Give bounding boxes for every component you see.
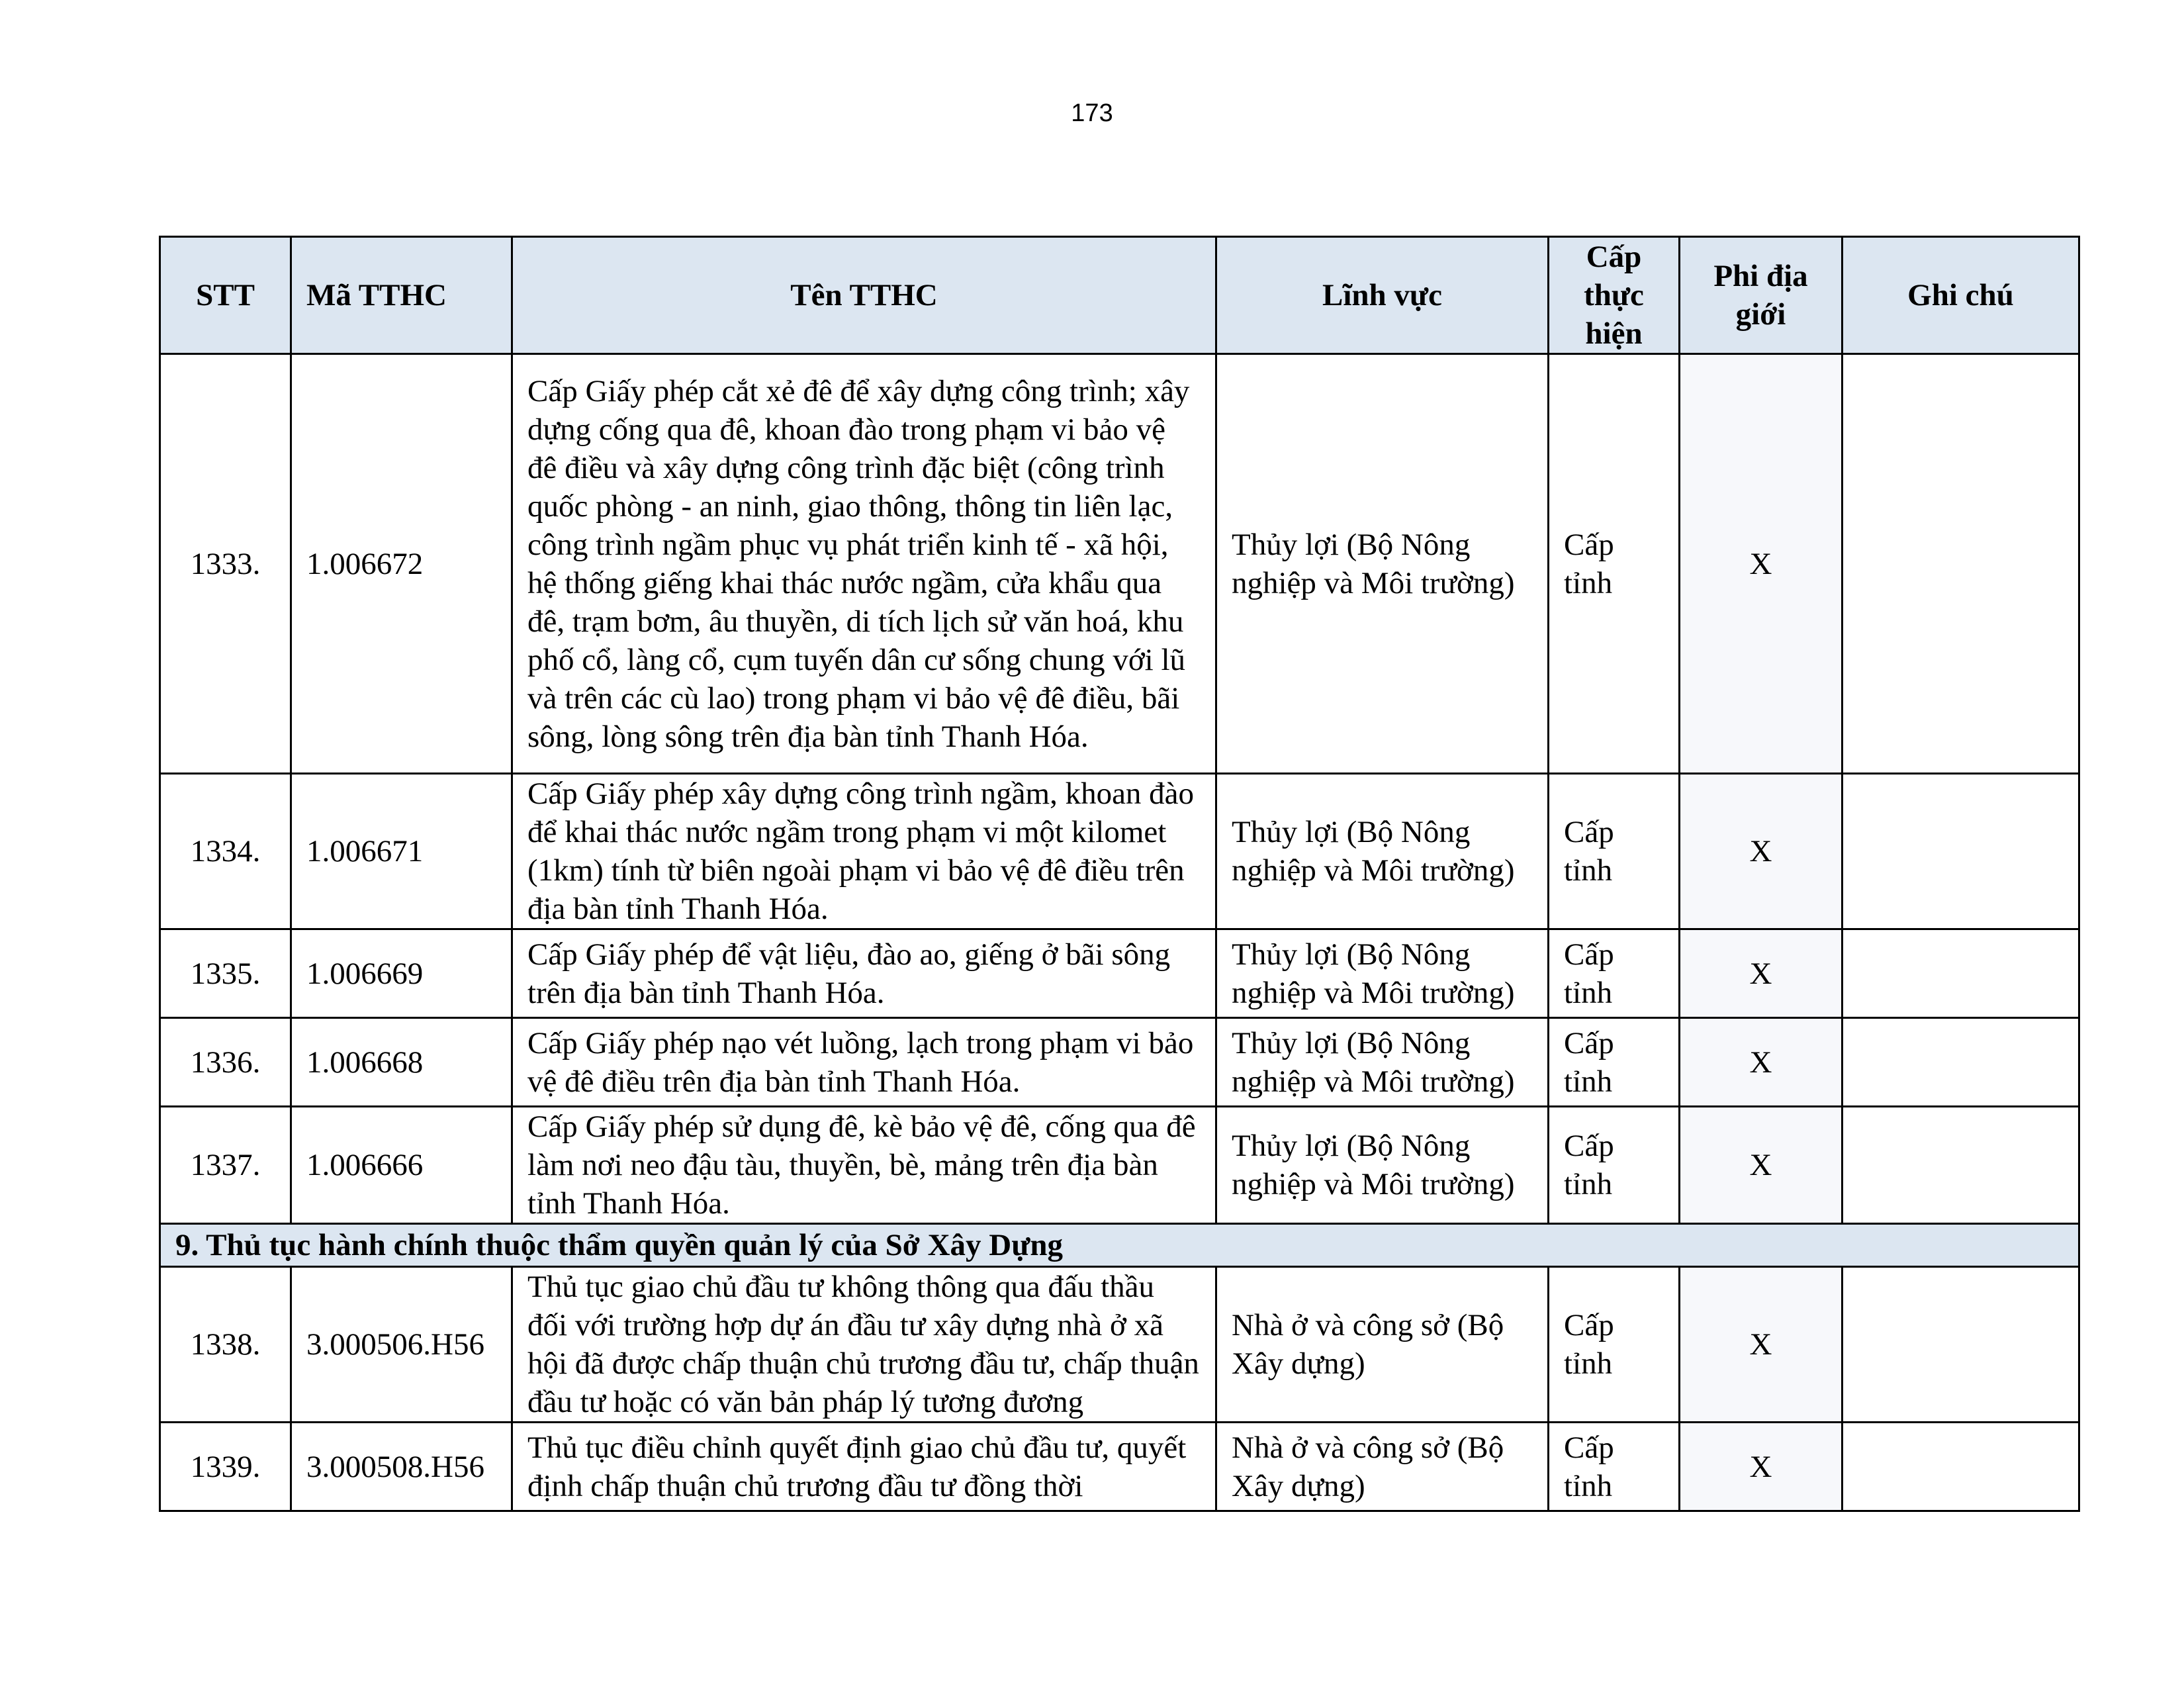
cell-phi-dia-gioi: X xyxy=(1680,929,1843,1018)
table-row xyxy=(160,1018,2079,1107)
table-row xyxy=(160,774,2079,929)
cell-stt: 1339. xyxy=(160,1423,291,1511)
table-row xyxy=(160,354,2079,774)
table-row xyxy=(160,1107,2079,1224)
header-level: Cấp thực hiện xyxy=(1549,237,1680,354)
cell-level: Cấp tỉnh xyxy=(1549,929,1680,1018)
cell-note xyxy=(1843,354,2079,774)
cell-phi-dia-gioi: X xyxy=(1680,354,1843,774)
cell-code: 1.006668 xyxy=(291,1018,512,1107)
cell-note xyxy=(1843,1107,2079,1224)
cell-code: 1.006672 xyxy=(291,354,512,774)
table-row xyxy=(160,1423,2079,1511)
cell-name: Cấp Giấy phép cắt xẻ đê để xây dựng công trình; xây dựng cống qua đê, khoan đào trong phạm vi bảo vệ đê điều và xây dựng công trình đặc biệt (công trình quốc phòng - an ninh, giao thông, thông tin liên lạc, công trình ngầm phục vụ phát triển kinh tế - xã hội, hệ thống giếng khai thác nước ngầm, cửa khẩu qua đê, trạm bơm, âu thuyền, di tích lịch sử văn hoá, khu phố cổ, làng cổ, cụm tuyến dân cư sống chung với lũ và trên các cù lao) trong phạm vi bảo vệ đê điều, bãi sông, lòng sông trên địa bàn tỉnh Thanh Hóa. xyxy=(512,354,1216,774)
cell-note xyxy=(1843,774,2079,929)
header-stt: STT xyxy=(160,237,291,354)
cell-field: Thủy lợi (Bộ Nông nghiệp và Môi trường) xyxy=(1216,929,1549,1018)
cell-name: Cấp Giấy phép để vật liệu, đào ao, giếng ở bãi sông trên địa bàn tỉnh Thanh Hóa. xyxy=(512,929,1216,1018)
cell-name: Cấp Giấy phép nạo vét luồng, lạch trong phạm vi bảo vệ đê điều trên địa bàn tỉnh Thanh Hóa. xyxy=(512,1018,1216,1107)
cell-stt: 1338. xyxy=(160,1267,291,1423)
section-heading: 9. Thủ tục hành chính thuộc thẩm quyền quản lý của Sở Xây Dựng xyxy=(160,1224,2079,1267)
cell-code: 3.000506.H56 xyxy=(291,1267,512,1423)
cell-name: Thủ tục điều chỉnh quyết định giao chủ đầu tư, quyết định chấp thuận chủ trương đầu tư đồng thời xyxy=(512,1423,1216,1511)
cell-phi-dia-gioi: X xyxy=(1680,1018,1843,1107)
header-field: Lĩnh vực xyxy=(1216,237,1549,354)
cell-field: Thủy lợi (Bộ Nông nghiệp và Môi trường) xyxy=(1216,1018,1549,1107)
cell-code: 3.000508.H56 xyxy=(291,1423,512,1511)
cell-code: 1.006666 xyxy=(291,1107,512,1224)
cell-level: Cấp tỉnh xyxy=(1549,1423,1680,1511)
procedures-table xyxy=(159,236,2080,1512)
cell-field: Nhà ở và công sở (Bộ Xây dựng) xyxy=(1216,1423,1549,1511)
table-row xyxy=(160,1267,2079,1423)
cell-phi-dia-gioi: X xyxy=(1680,1423,1843,1511)
cell-level: Cấp tỉnh xyxy=(1549,1107,1680,1224)
cell-level: Cấp tỉnh xyxy=(1549,354,1680,774)
cell-stt: 1333. xyxy=(160,354,291,774)
table-header-row xyxy=(160,237,2079,354)
cell-field: Thủy lợi (Bộ Nông nghiệp và Môi trường) xyxy=(1216,774,1549,929)
header-name: Tên TTHC xyxy=(512,237,1216,354)
cell-code: 1.006671 xyxy=(291,774,512,929)
cell-name: Thủ tục giao chủ đầu tư không thông qua đấu thầu đối với trường hợp dự án đầu tư xây dựng nhà ở xã hội đã được chấp thuận chủ trương đầu tư, chấp thuận đầu tư hoặc có văn bản pháp lý tương đương xyxy=(512,1267,1216,1423)
cell-note xyxy=(1843,1267,2079,1423)
page-number: 173 xyxy=(1071,99,1113,127)
section-row xyxy=(160,1224,2079,1267)
cell-note xyxy=(1843,1018,2079,1107)
header-phi-dia-gioi: Phi địa giới xyxy=(1680,237,1843,354)
cell-note xyxy=(1843,929,2079,1018)
cell-field: Thủy lợi (Bộ Nông nghiệp và Môi trường) xyxy=(1216,1107,1549,1224)
cell-level: Cấp tỉnh xyxy=(1549,774,1680,929)
cell-field: Thủy lợi (Bộ Nông nghiệp và Môi trường) xyxy=(1216,354,1549,774)
table-row xyxy=(160,929,2079,1018)
header-note: Ghi chú xyxy=(1843,237,2079,354)
cell-level: Cấp tỉnh xyxy=(1549,1018,1680,1107)
cell-phi-dia-gioi: X xyxy=(1680,1267,1843,1423)
cell-phi-dia-gioi: X xyxy=(1680,1107,1843,1224)
cell-stt: 1334. xyxy=(160,774,291,929)
cell-note xyxy=(1843,1423,2079,1511)
cell-name: Cấp Giấy phép sử dụng đê, kè bảo vệ đê, cống qua đê làm nơi neo đậu tàu, thuyền, bè, mảng trên địa bàn tỉnh Thanh Hóa. xyxy=(512,1107,1216,1224)
cell-phi-dia-gioi: X xyxy=(1680,774,1843,929)
cell-field: Nhà ở và công sở (Bộ Xây dựng) xyxy=(1216,1267,1549,1423)
cell-level: Cấp tỉnh xyxy=(1549,1267,1680,1423)
cell-code: 1.006669 xyxy=(291,929,512,1018)
cell-name: Cấp Giấy phép xây dựng công trình ngầm, khoan đào để khai thác nước ngầm trong phạm vi một kilomet (1km) tính từ biên ngoài phạm vi bảo vệ đê điều trên địa bàn tỉnh Thanh Hóa. xyxy=(512,774,1216,929)
cell-stt: 1336. xyxy=(160,1018,291,1107)
cell-stt: 1337. xyxy=(160,1107,291,1224)
header-code: Mã TTHC xyxy=(291,237,512,354)
cell-stt: 1335. xyxy=(160,929,291,1018)
